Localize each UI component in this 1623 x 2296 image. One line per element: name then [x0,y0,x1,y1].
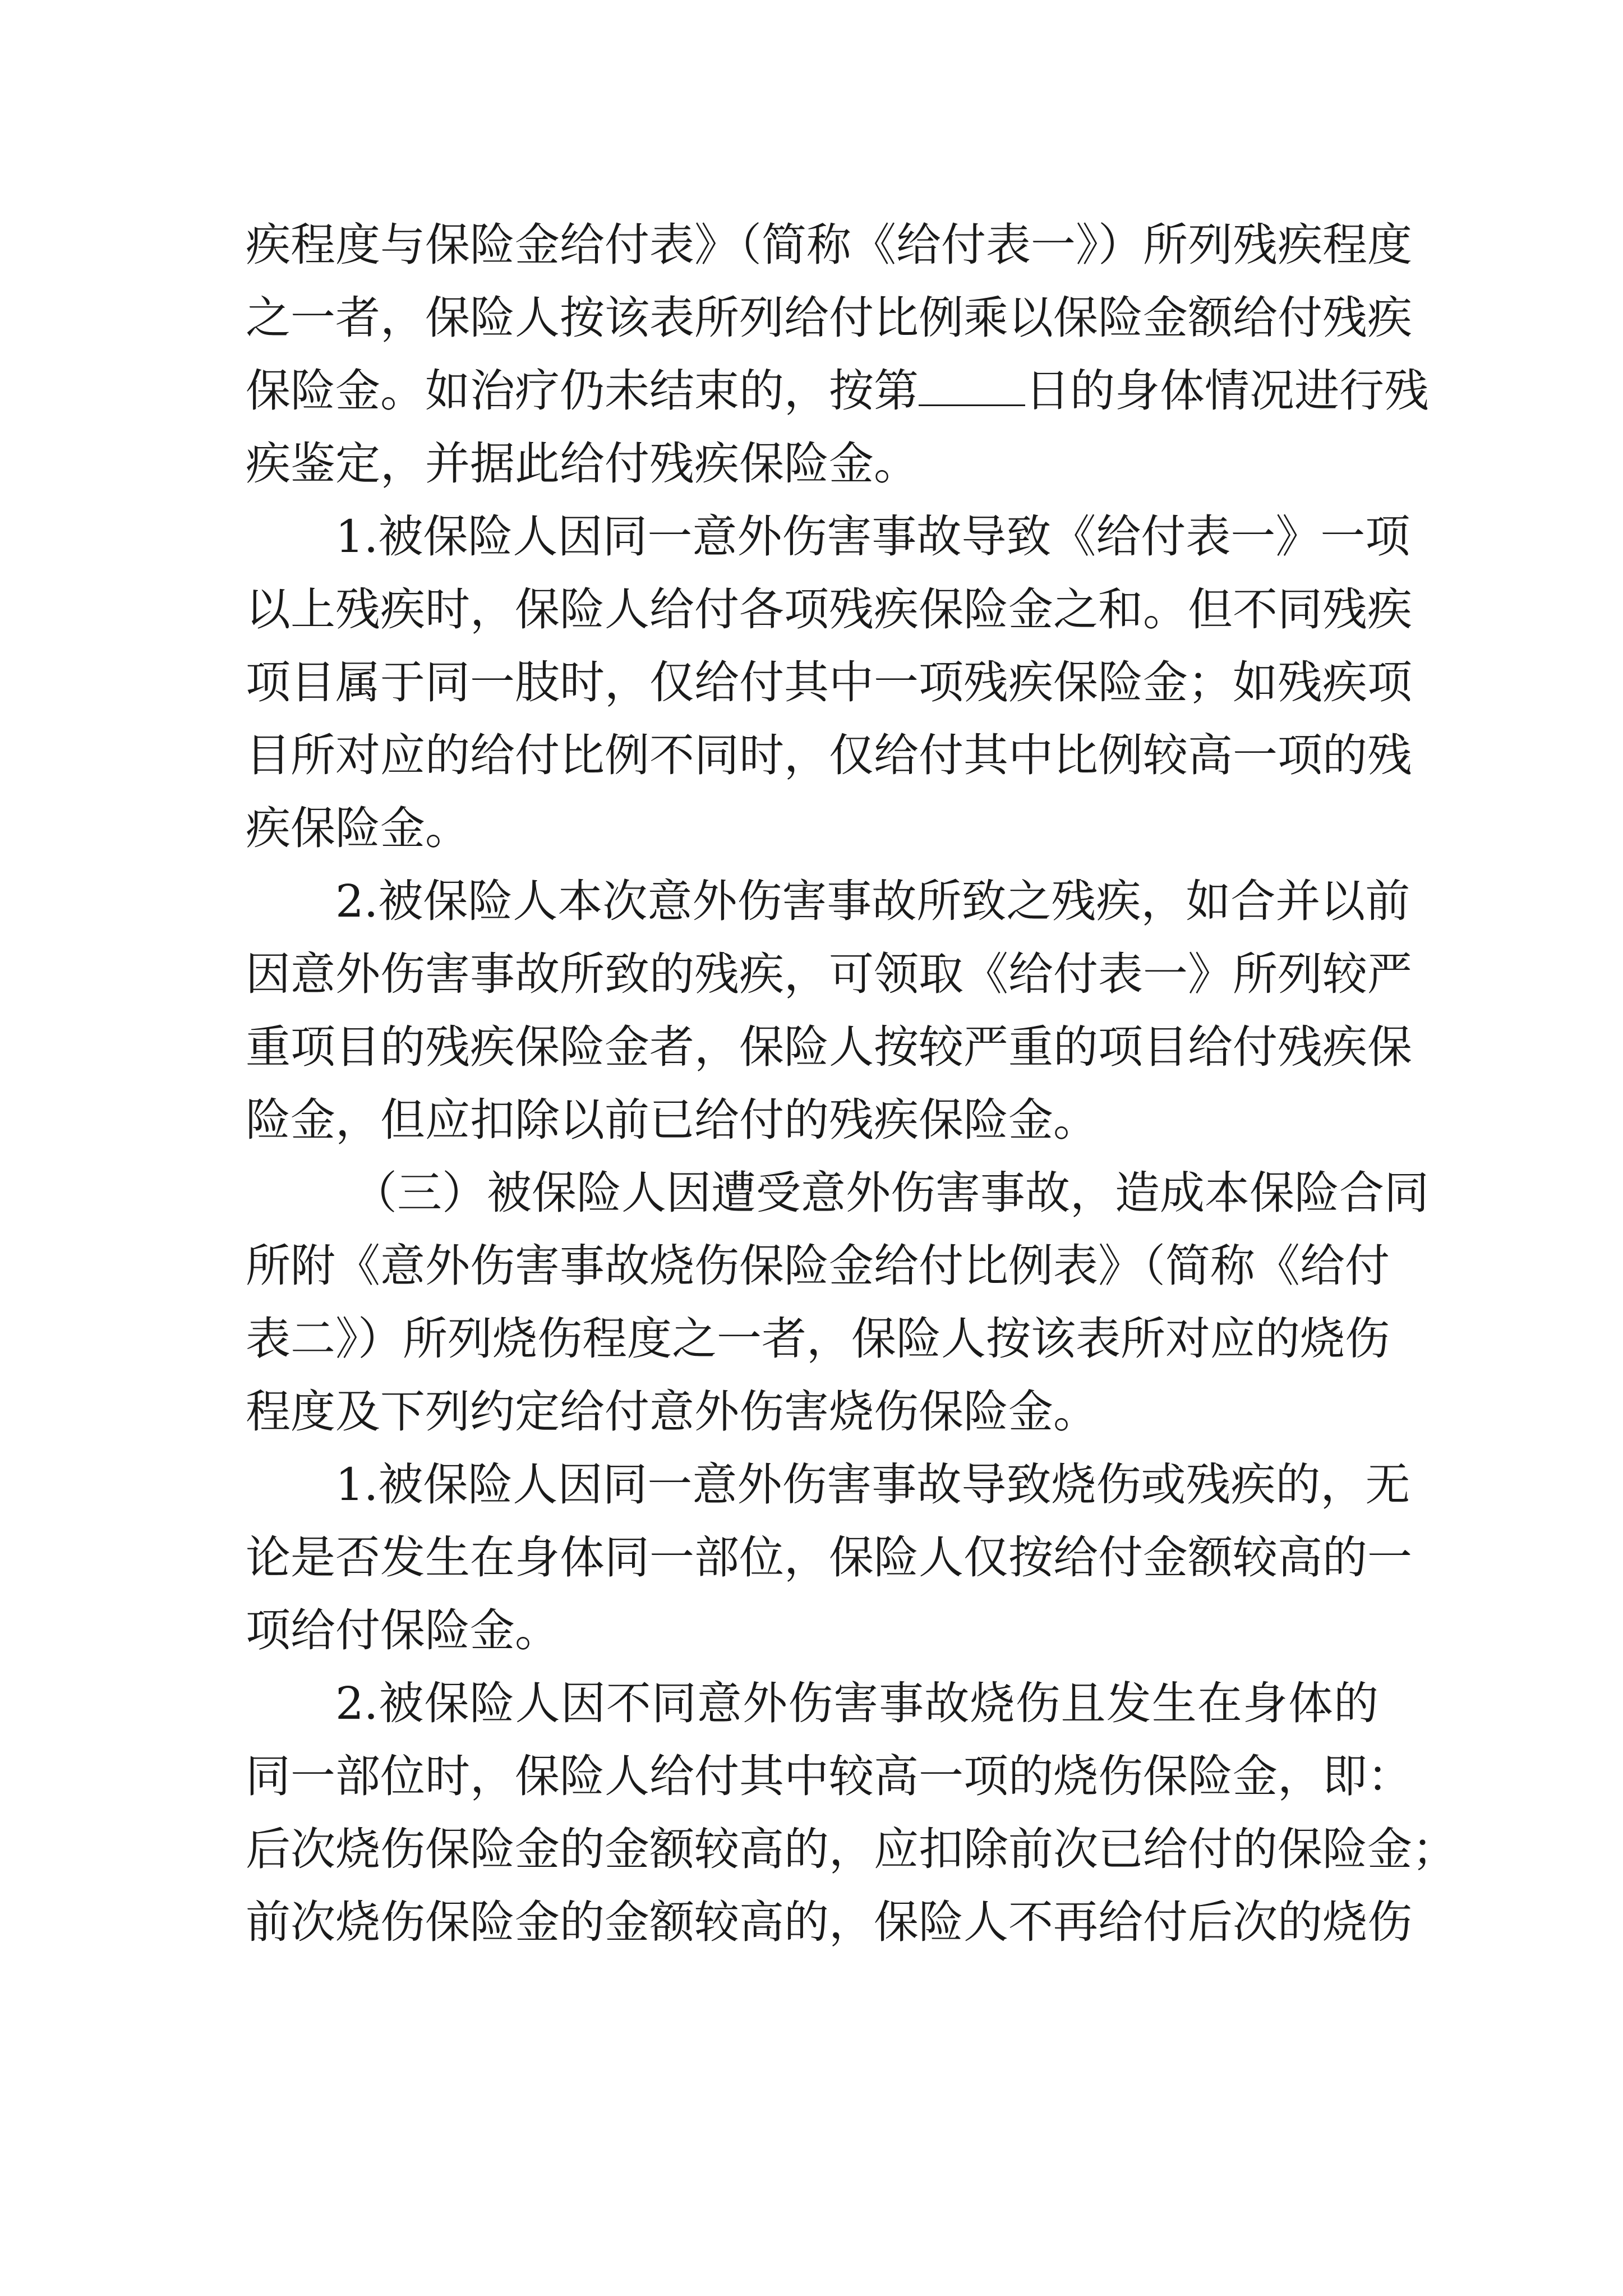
paragraph-burn-item-2 [246,1667,1457,1959]
paragraph-burn-item-1 [246,1448,1412,1667]
text-line: （三）被保险人因遭受意外伤害事故，造成本保险合同 [352,1167,1429,1219]
text-segment: 日的身体情况进行残 [1025,365,1429,417]
text-line: 以上残疾时，保险人给付各项残疾保险金之和。但不同残疾 [246,583,1412,636]
paragraph-section-3-burns [246,1157,1429,1448]
text-line: 目所对应的给付比例不同时，仅给付其中比例较高一项的残 [246,729,1412,781]
text-line: 程度及下列约定给付意外伤害烧伤保险金。 [246,1386,1098,1438]
text-line: 所附《意外伤害事故烧伤保险金给付比例表》（简称《给付 [246,1240,1390,1292]
text-segment: 保险金。如治疗仍未结束的，按第 [246,365,919,417]
text-line: 2.被保险人因不同意外伤害事故烧伤且发生在身体的 [335,1677,1378,1729]
text-line: 1.被保险人因同一意外伤害事故导致《给付表一》一项 [335,510,1410,563]
text-line: 疾鉴定，并据此给付残疾保险金。 [246,438,919,490]
fill-in-blank [919,365,1025,406]
text-line: 前次烧伤保险金的金额较高的，保险人不再给付后次的烧伤 [246,1896,1412,1948]
text-line: 之一者，保险人按该表所列给付比例乘以保险金额给付残疾 [246,292,1412,344]
text-line: 险金，但应扣除以前已给付的残疾保险金。 [246,1094,1098,1146]
paragraph-item-2-combined-disabilities [246,865,1412,1157]
text-line: 项目属于同一肢时，仅给付其中一项残疾保险金；如残疾项 [246,656,1412,708]
text-line-with-blank [246,355,1429,427]
paragraph-disability-table-one [246,209,1429,500]
text-line: 重项目的残疾保险金者，保险人按较严重的项目给付残疾保 [246,1021,1412,1073]
paragraph-item-1-multiple-disabilities [246,500,1412,865]
text-line: 疾保险金。 [246,802,470,854]
text-line: 项给付保险金。 [246,1604,560,1657]
text-line: 表二》）所列烧伤程度之一者，保险人按该表所对应的烧伤 [246,1313,1390,1365]
text-line: 2.被保险人本次意外伤害事故所致之残疾，如合并以前 [335,875,1410,927]
text-line: 后次烧伤保险金的金额较高的，应扣除前次已给付的保险金； [246,1823,1457,1875]
document-body [246,209,1457,1959]
text-line: 疾程度与保险金给付表》（简称《给付表一》）所列残疾程度 [246,219,1412,271]
text-line: 论是否发生在身体同一部位，保险人仅按给付金额较高的一 [246,1531,1412,1584]
text-line: 同一部位时，保险人给付其中较高一项的烧伤保险金，即： [246,1750,1412,1802]
text-line: 因意外伤害事故所致的残疾，可领取《给付表一》所列较严 [246,948,1412,1000]
text-line: 1.被保险人因同一意外伤害事故导致烧伤或残疾的，无 [335,1458,1410,1511]
